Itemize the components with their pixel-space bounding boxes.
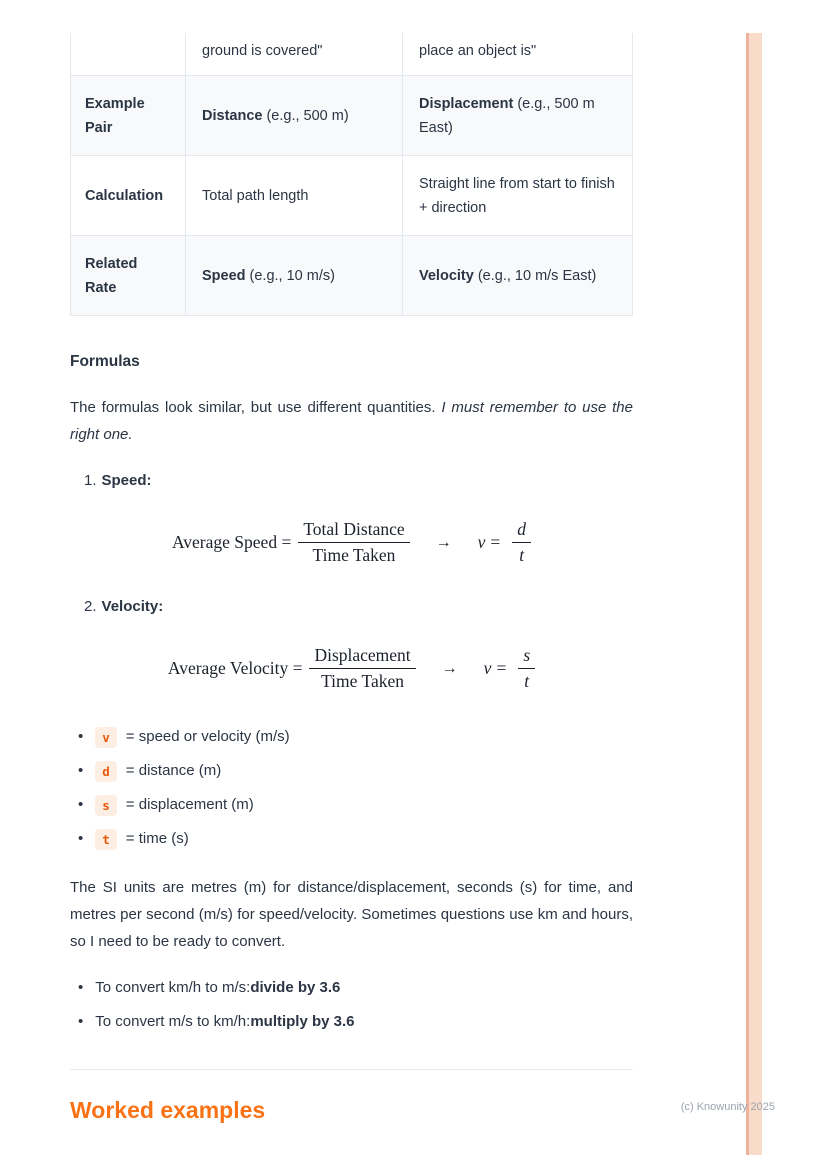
equals-sign: = bbox=[490, 532, 501, 552]
fraction: $\frac{\text{Total Distance}}{\text{Time Taken}}$ bbox=[298, 519, 409, 566]
variable-chip-t: • t bbox=[95, 829, 117, 850]
table-cell: Velocity (e.g., 10 m/s East) bbox=[419, 267, 597, 284]
heading-formulas: Formulas bbox=[70, 353, 140, 370]
comparison-table bbox=[70, 33, 633, 316]
list-item: • s = displacement (m) bbox=[78, 788, 633, 822]
row-label: Example Pair bbox=[71, 76, 186, 155]
fraction: $\frac{d}{t}$ bbox=[512, 519, 531, 566]
fraction: $\frac{s}{t}$ bbox=[518, 645, 535, 692]
section-divider bbox=[70, 1069, 633, 1070]
table-row bbox=[71, 33, 632, 75]
table-cell: place an object is" bbox=[419, 43, 537, 59]
table-row bbox=[71, 235, 632, 315]
formula-lhs: Average Velocity = bbox=[167, 658, 303, 678]
variable-chip-s: • s bbox=[95, 795, 117, 816]
formula-velocity bbox=[70, 645, 633, 692]
table-cell: Speed (e.g., 10 m/s) bbox=[186, 236, 403, 315]
table-cell: Distance (e.g., 500 m) bbox=[186, 76, 403, 155]
variable-chip-d: • d bbox=[95, 761, 117, 782]
list-item: • To convert m/s to km/h: multiply by 3.6 bbox=[78, 1005, 633, 1039]
si-units-paragraph: The SI units are metres (m) for distance/displacement, seconds (s) for time, and metres per second (m/s) for speed/velocity. Sometimes questions use km and hours, so I need to be ready to convert. bbox=[70, 879, 633, 950]
arrow-right-symbol: → bbox=[441, 659, 458, 677]
equals-sign: = bbox=[496, 658, 507, 678]
arrow-right-symbol: → bbox=[435, 533, 452, 551]
table-cell: Total path length bbox=[186, 156, 403, 235]
list-item: • v = speed or velocity (m/s) bbox=[78, 720, 633, 754]
formula-symbol: v bbox=[483, 658, 492, 678]
conversion-list bbox=[70, 971, 633, 1039]
heading-worked-examples: Worked examples bbox=[70, 1097, 266, 1123]
table-cell: Straight line from start to finish + direction bbox=[419, 175, 615, 216]
list-item: • To convert km/h to m/s: divide by 3.6 bbox=[78, 971, 633, 1005]
watermark: (c) Knowunity 2025 bbox=[680, 1101, 775, 1113]
row-label: Related Rate bbox=[71, 236, 186, 315]
list-item: • t = time (s) bbox=[78, 822, 633, 856]
formula-symbol: v bbox=[477, 532, 486, 552]
formula-speed bbox=[70, 519, 633, 566]
table-row bbox=[71, 155, 632, 235]
list-item: • d = distance (m) bbox=[78, 754, 633, 788]
fraction: $\frac{\text{Displacement}}{\text{Time Taken}}$ bbox=[309, 645, 415, 692]
row-label: Calculation bbox=[71, 156, 186, 235]
numbered-item-velocity: 2. Velocity: bbox=[84, 598, 164, 615]
table-row bbox=[71, 75, 632, 155]
variable-list bbox=[70, 720, 633, 856]
formula-lhs: Average Speed = bbox=[171, 532, 292, 552]
intro-paragraph: The formulas look similar, but use different quantities. I must remember to use the right one. bbox=[70, 399, 633, 443]
variable-chip-v: • v bbox=[95, 727, 117, 748]
numbered-item-speed: 1. Speed: bbox=[84, 472, 152, 489]
table-cell: ground is covered" bbox=[186, 33, 403, 75]
row-label bbox=[71, 33, 186, 75]
table-cell: Displacement (e.g., 500 m East) bbox=[419, 95, 595, 136]
page-edge-strip bbox=[746, 33, 762, 1155]
